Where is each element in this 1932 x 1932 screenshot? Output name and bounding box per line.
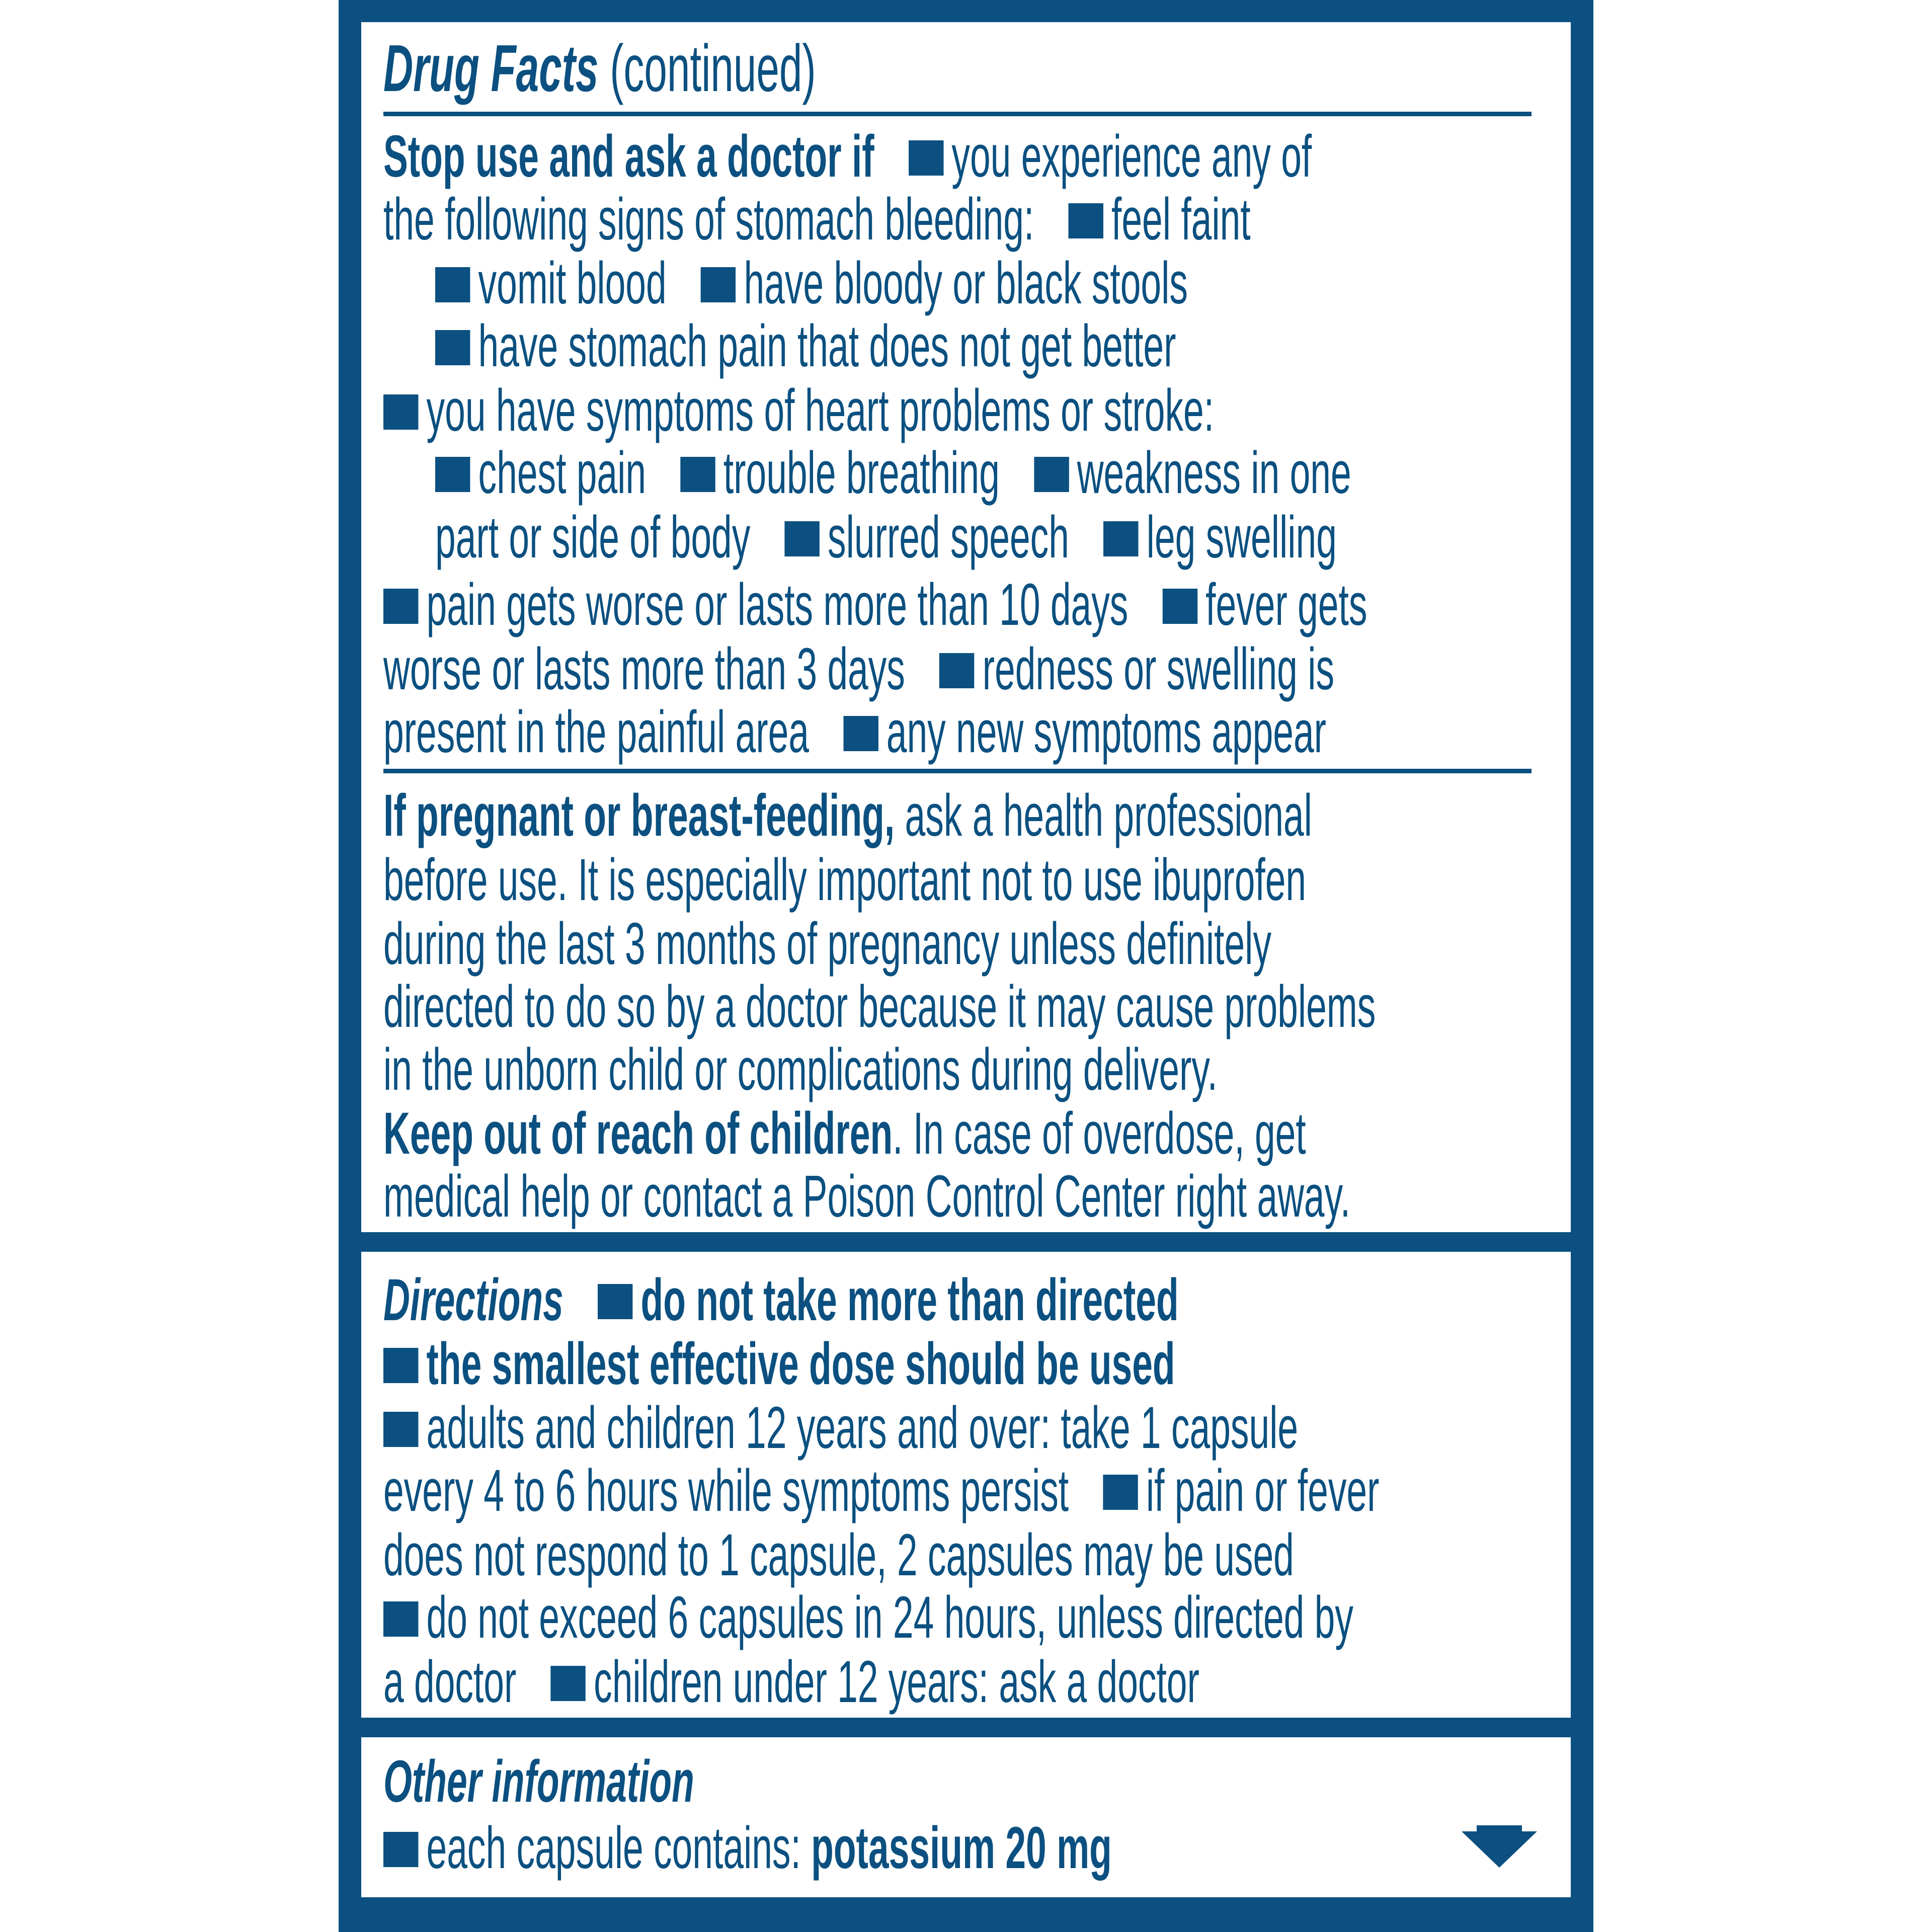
pregnancy-section-line bbox=[383, 784, 1312, 847]
body-text: adults and children 12 years and over: take 1 capsule bbox=[426, 1395, 1299, 1461]
body-text: directed to do so by a doctor because it may cause problems bbox=[383, 974, 1376, 1040]
body-text: present in the painful area bbox=[383, 699, 809, 765]
stop-use-section-line bbox=[435, 252, 1188, 315]
bold-text: the smallest effective dose should be used bbox=[426, 1331, 1175, 1397]
pregnancy-section-line bbox=[383, 913, 1271, 976]
bold-text: do not take more than directed bbox=[640, 1267, 1179, 1333]
title-divider bbox=[383, 112, 1532, 116]
bullet-square-icon bbox=[843, 716, 878, 751]
bold-text: Keep out of reach of children bbox=[383, 1100, 893, 1167]
bullet-square-icon bbox=[1068, 203, 1103, 238]
body-text: chest pain bbox=[478, 440, 647, 506]
body-text: you have symptoms of heart problems or stroke: bbox=[426, 377, 1215, 444]
bold-text: Stop use and ask a doctor if bbox=[383, 123, 874, 190]
stop-use-section-line bbox=[383, 188, 1251, 251]
pregnancy-section-line bbox=[383, 849, 1306, 912]
pregnancy-section-line bbox=[383, 1102, 1306, 1165]
body-text: before use. It is especially important not to use ibuprofen bbox=[383, 847, 1307, 913]
bullet-square-icon bbox=[598, 1284, 632, 1319]
bullet-square-icon bbox=[701, 267, 736, 302]
body-text: trouble breathing bbox=[723, 440, 1000, 506]
down-arrow-icon bbox=[1462, 1825, 1537, 1868]
section-heading: Directions bbox=[383, 1267, 564, 1333]
stop-use-section-line bbox=[383, 701, 1326, 764]
bold-text: If pregnant or breast-feeding, bbox=[383, 782, 895, 849]
bullet-square-icon bbox=[1163, 589, 1197, 624]
stop-use-section-line bbox=[383, 379, 1214, 442]
body-text: every 4 to 6 hours while symptoms persist bbox=[383, 1458, 1069, 1524]
section-divider bbox=[383, 769, 1532, 773]
body-text: pain gets worse or lasts more than 10 days bbox=[426, 572, 1129, 638]
other-information-section-line bbox=[383, 1750, 694, 1813]
bullet-square-icon bbox=[383, 1348, 418, 1383]
section-heading: Other information bbox=[383, 1748, 694, 1815]
body-text: a doctor bbox=[383, 1649, 517, 1715]
bullet-square-icon bbox=[1103, 521, 1138, 556]
other-information-section-line bbox=[383, 1817, 1112, 1880]
stop-use-section-line bbox=[435, 315, 1176, 378]
directions-section-line bbox=[383, 1460, 1379, 1522]
body-text: in the unborn child or complications during delivery. bbox=[383, 1036, 1218, 1103]
body-text: leg swelling bbox=[1146, 504, 1337, 571]
body-text: medical help or contact a Poison Control Center right away. bbox=[383, 1163, 1351, 1230]
directions-section-line bbox=[383, 1524, 1294, 1587]
bullet-square-icon bbox=[435, 457, 470, 492]
body-text: have bloody or black stools bbox=[744, 250, 1188, 316]
directions-section-line bbox=[383, 1651, 1199, 1714]
body-text: worse or lasts more than 3 days bbox=[383, 636, 905, 702]
bullet-square-icon bbox=[939, 653, 974, 688]
bullet-square-icon bbox=[383, 1601, 418, 1637]
body-text: vomit blood bbox=[478, 250, 667, 316]
body-text: each capsule contains: bbox=[426, 1815, 812, 1881]
bullet-square-icon bbox=[383, 589, 418, 624]
bullet-square-icon bbox=[1103, 1475, 1138, 1510]
section-heading: Drug Facts bbox=[383, 31, 599, 105]
bullet-square-icon bbox=[435, 267, 470, 302]
body-text: if pain or fever bbox=[1146, 1458, 1380, 1524]
body-text: fever gets bbox=[1205, 572, 1367, 638]
body-text: the following signs of stomach bleeding: bbox=[383, 186, 1034, 253]
bullet-square-icon bbox=[551, 1666, 586, 1701]
body-text: any new symptoms appear bbox=[886, 699, 1327, 765]
directions-section-line bbox=[383, 1397, 1298, 1460]
bullet-square-icon bbox=[435, 330, 470, 365]
stop-use-section-line bbox=[383, 574, 1367, 636]
bullet-square-icon bbox=[383, 1832, 418, 1867]
bold-text: potassium 20 mg bbox=[811, 1815, 1112, 1881]
body-text: feel faint bbox=[1111, 186, 1251, 253]
bullet-square-icon bbox=[909, 140, 943, 176]
pregnancy-section-line bbox=[383, 1165, 1350, 1228]
body-text: (continued) bbox=[598, 31, 816, 105]
body-text: children under 12 years: ask a doctor bbox=[594, 1649, 1199, 1715]
body-text: during the last 3 months of pregnancy unless definitely bbox=[383, 911, 1272, 977]
body-text: ask a health professional bbox=[895, 782, 1312, 849]
body-text: . In case of overdose, get bbox=[893, 1100, 1306, 1167]
body-text: part or side of body bbox=[435, 504, 751, 571]
bullet-square-icon bbox=[383, 1412, 418, 1447]
title-line bbox=[383, 31, 816, 105]
body-text: does not respond to 1 capsule, 2 capsules may be used bbox=[383, 1522, 1294, 1588]
bullet-square-icon bbox=[383, 394, 418, 430]
stop-use-section-line bbox=[435, 506, 1337, 569]
directions-section-line bbox=[383, 1586, 1353, 1649]
stop-use-section-line bbox=[383, 638, 1334, 701]
pregnancy-section-line bbox=[383, 976, 1376, 1038]
bullet-square-icon bbox=[784, 521, 819, 556]
bullet-square-icon bbox=[1034, 457, 1069, 492]
directions-section-line bbox=[383, 1269, 1179, 1332]
body-text: you experience any of bbox=[951, 123, 1312, 190]
bullet-square-icon bbox=[680, 457, 715, 492]
body-text: slurred speech bbox=[828, 504, 1069, 571]
body-text: redness or swelling is bbox=[982, 636, 1335, 702]
body-text: do not exceed 6 capsules in 24 hours, unless directed by bbox=[426, 1584, 1353, 1651]
body-text: have stomach pain that does not get better bbox=[478, 313, 1176, 379]
stop-use-section-line bbox=[383, 125, 1312, 188]
stop-use-section-line bbox=[435, 442, 1351, 505]
directions-section-line bbox=[383, 1333, 1175, 1396]
pregnancy-section-line bbox=[383, 1038, 1218, 1101]
body-text: weakness in one bbox=[1077, 440, 1351, 506]
